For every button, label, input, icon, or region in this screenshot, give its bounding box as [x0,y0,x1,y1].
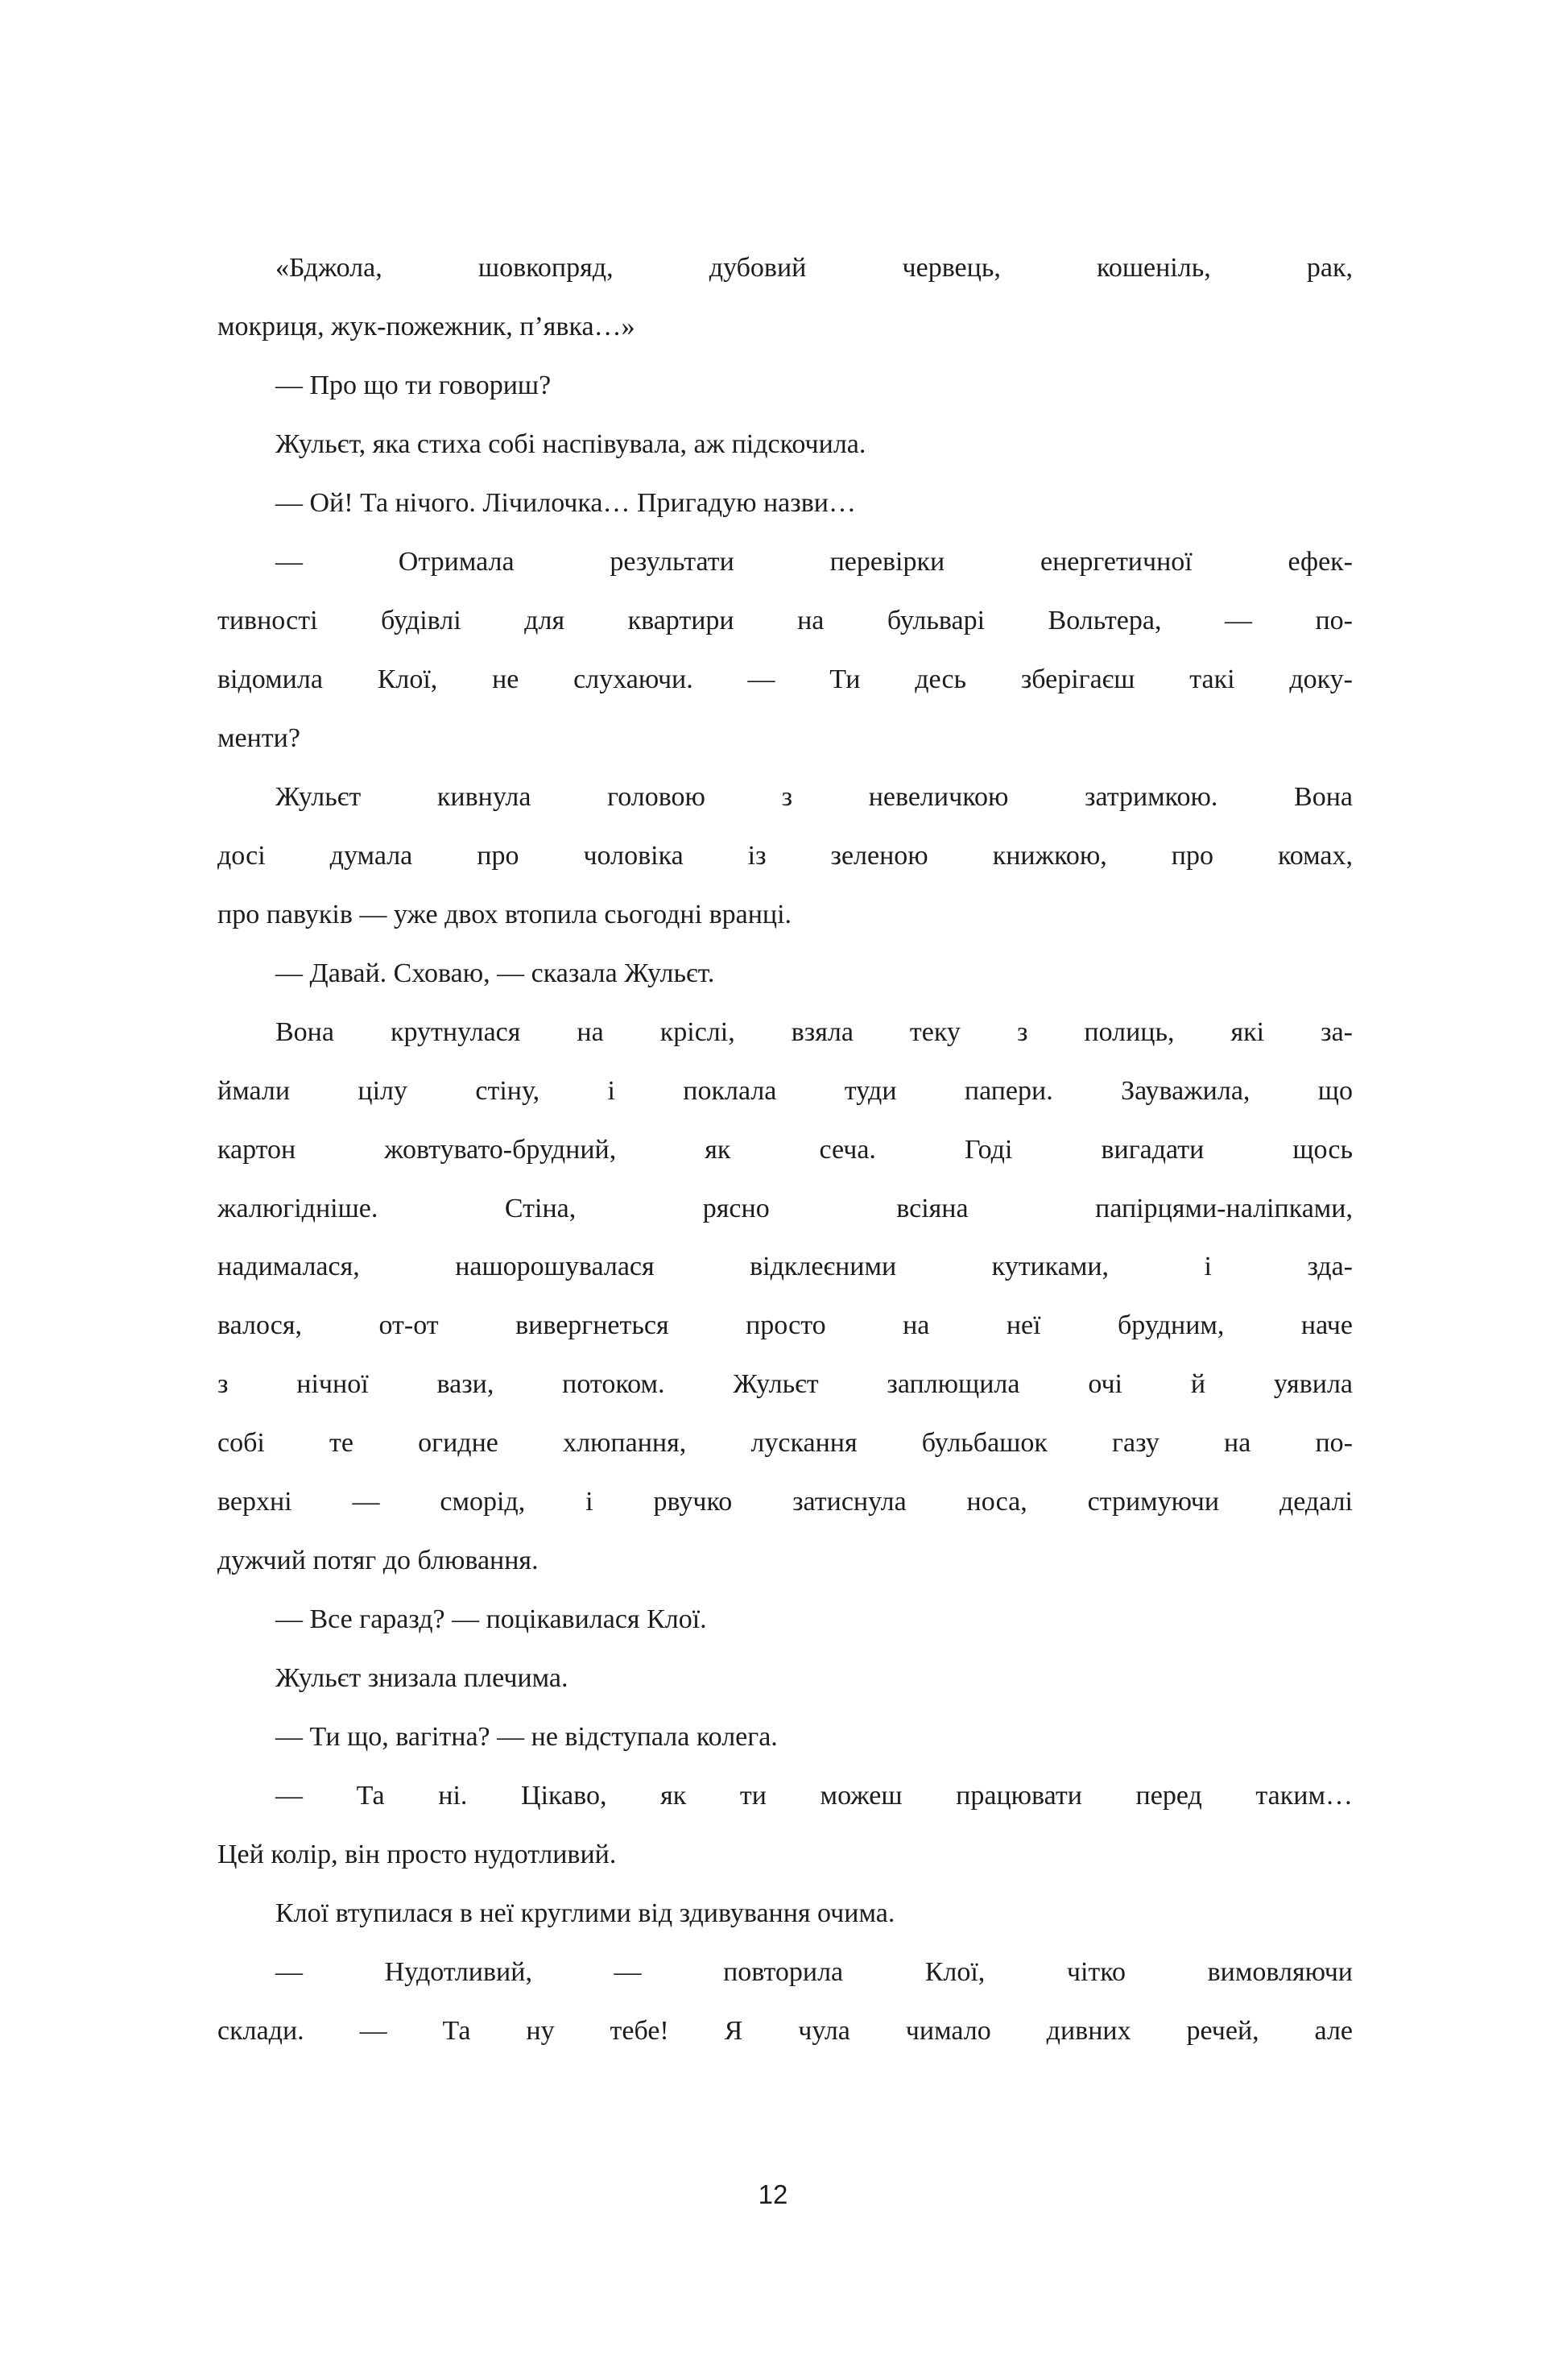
text-line: досі думала про чоловіка із зеленою книжкою, про комах, [217,840,1353,871]
text-line: Жульєт кивнула головою з невеличкою затримкою. Вона [275,781,1353,812]
text-line: менти? [217,722,300,753]
text-line: валося, от-от вивергнеться просто на неї брудним, наче [217,1310,1353,1341]
text-line: — Все гаразд? — поцікавилася Клої. [275,1604,707,1635]
text-line: мокриця, жук-пожежник, п’явка…» [217,311,635,341]
text-line: — Отримала результати перевірки енергетичної ефек- [275,546,1353,577]
text-line: Жульєт знизала плечима. [275,1663,568,1694]
page-number: 12 [758,2179,788,2209]
text-line: Жульєт, яка стиха собі наспівувала, аж підскочила. [275,428,866,459]
text-line: склади. — Та ну тебе! Я чула чимало дивних речей, але [217,2016,1353,2047]
text-line: — Нудотливий, — повторила Клої, чітко вимовляючи [275,1957,1353,1988]
text-line: Вона крутнулася на кріслі, взяла теку з полиць, які за- [275,1016,1353,1047]
text-line: жалюгідніше. Стіна, рясно всіяна папірцями-наліпками, [217,1193,1353,1223]
text-line: надималася, нашорошувалася відклеєними кутиками, і зда- [217,1252,1353,1282]
text-line: верхні — сморід, і рвучко затиснула носа, стримуючи дедалі [217,1487,1353,1517]
text-line: — Давай. Сховаю, — сказала Жульєт. [275,958,715,988]
text-line: з нічної вази, потоком. Жульєт заплющила очі й уявила [217,1369,1353,1400]
text-line: дужчий потяг до блювання. [217,1546,539,1576]
text-line: — Та ні. Цікаво, як ти можеш працювати перед таким… [275,1781,1353,1811]
text-line: про павуків — уже двох втопила сьогодні вранці. [217,899,792,929]
body-text [217,239,1353,2061]
text-line: — Про що ти говориш? [275,370,552,400]
text-line: Клої втупилася в неї круглими від здивування очима. [275,1898,895,1929]
text-line: відомила Клої, не слухаючи. — Ти десь зберігаєш такі доку- [217,664,1353,694]
text-line: собі те огидне хлюпання, лускання бульбашок газу на по- [217,1428,1353,1459]
text-line: ймали цілу стіну, і поклала туди папери. Зауважила, що [217,1075,1353,1106]
text-line: тивності будівлі для квартири на бульварі Вольтера, — по- [217,605,1353,635]
text-line: — Ти що, вагітна? — не відступала колега. [275,1722,778,1753]
text-line: Цей колір, він просто нудотливий. [217,1840,617,1870]
text-line: — Ой! Та нічого. Лічилочка… Пригадую назви… [275,487,856,518]
text-line: «Бджола, шовкопряд, дубовий червець, кошеніль, рак, [275,253,1353,283]
text-line: картон жовтувато-брудний, як сеча. Годі вигадати щось [217,1134,1353,1165]
